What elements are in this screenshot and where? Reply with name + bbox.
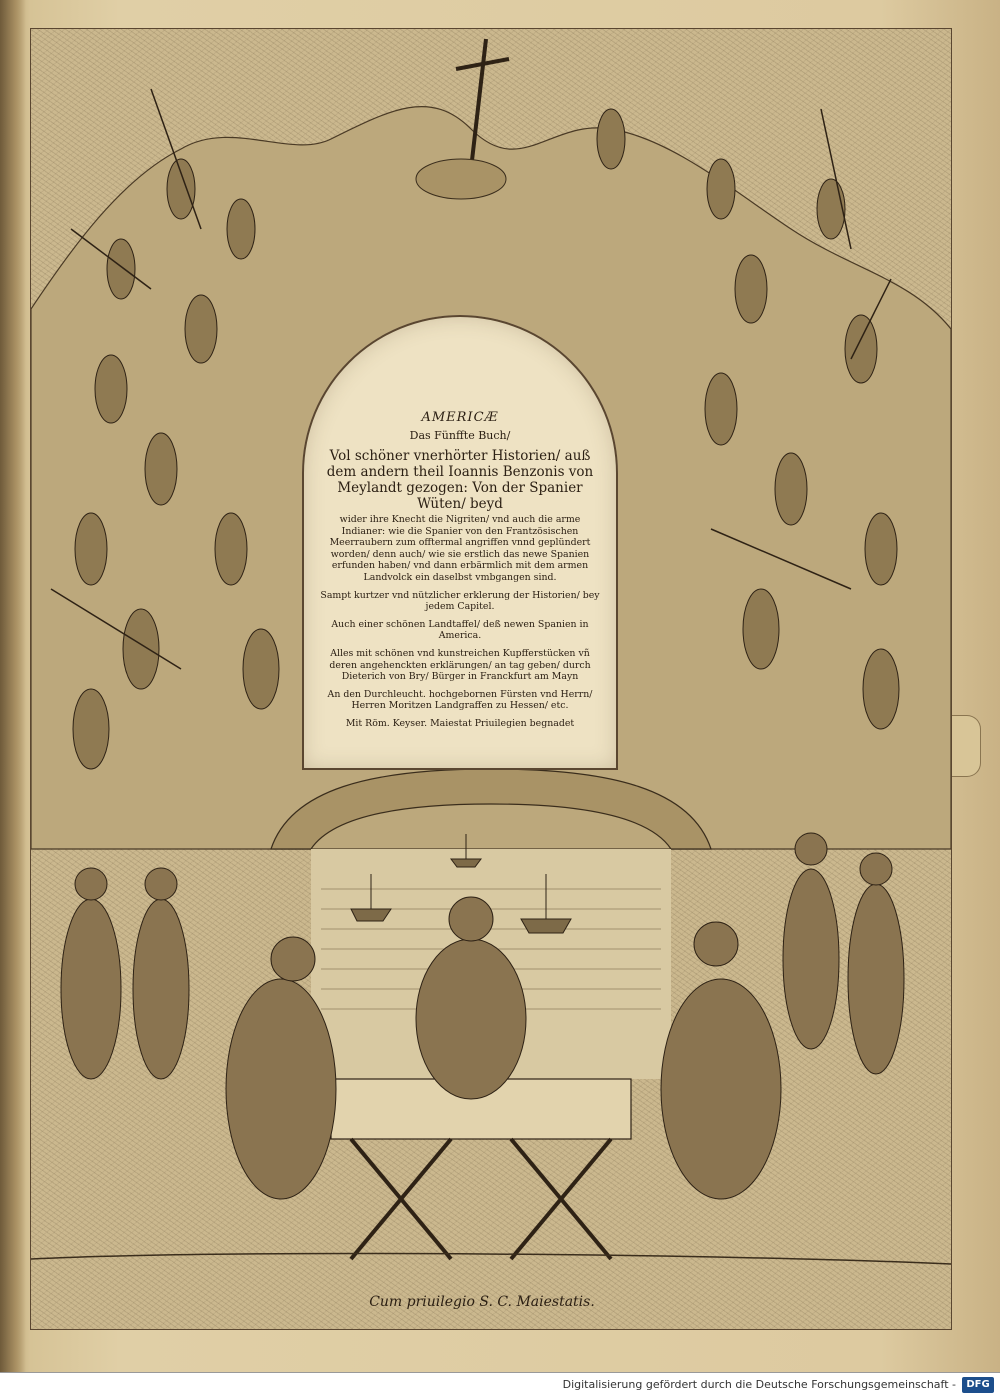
ground-line [31, 1254, 951, 1264]
tablet-line-1: Sampt kurtzer vnd nützlicher erklerung der Historien/ bey jedem Capitel. [320, 589, 600, 613]
dfg-logo-icon: DFG [962, 1377, 994, 1393]
stone-pile [416, 159, 506, 199]
page-tab [950, 715, 981, 777]
tablet-title: Vol schöner vnerhörter Historien/ auß dem andern theil Ioannis Benzonis von Meylandt gezogen: Von der Spanier Wüten/ beyd [326, 448, 594, 512]
footer-bar [0, 1372, 1000, 1398]
tablet-line-3: Alles mit schönen vnd kunstreichen Kupfferstücken vñ deren angehenckten erklärungen/ an tag geben/ durch Dieterich von Bry/ Bürger in Franckfurt am Mayn [329, 647, 591, 683]
tablet-body: wider ihre Knecht die Nigriten/ vnd auch die arme Indianer: wie die Spanier von den Frantzösischen Meerraubern zum offtermal angriffen vnnd geplündert worden/ denn auch/ wie sie erstlich das newe Spanien erfunden haben/ vnd dann erbärmlich mit dem armen Landvolck ein daselbst vmbgangen sind. [329, 514, 591, 583]
tablet-line-4: An den Durchleucht. hochgebornen Fürsten vnd Herrn/ Herren Moritzen Landgraffen zu Hessen/ etc. [327, 688, 593, 712]
privilege-caption: Cum priuilegio S. C. Maiestatis. [369, 1294, 595, 1310]
tablet-line-2: Auch einer schönen Landtaffel/ deß newen Spanien in America. [331, 618, 589, 642]
book-binding [0, 0, 26, 1397]
tablet-subheading: Das Fünffte Buch/ [409, 429, 511, 442]
title-tablet [302, 315, 618, 770]
funding-notice: Digitalisierung gefördert durch die Deutsche Forschungsgemeinschaft - [562, 1378, 956, 1391]
tablet-heading: AMERICÆ [421, 410, 499, 425]
tablet-line-5: Mit Röm. Keyser. Maiestat Priuilegien begnadet [345, 717, 575, 729]
table-legs [351, 1139, 611, 1259]
